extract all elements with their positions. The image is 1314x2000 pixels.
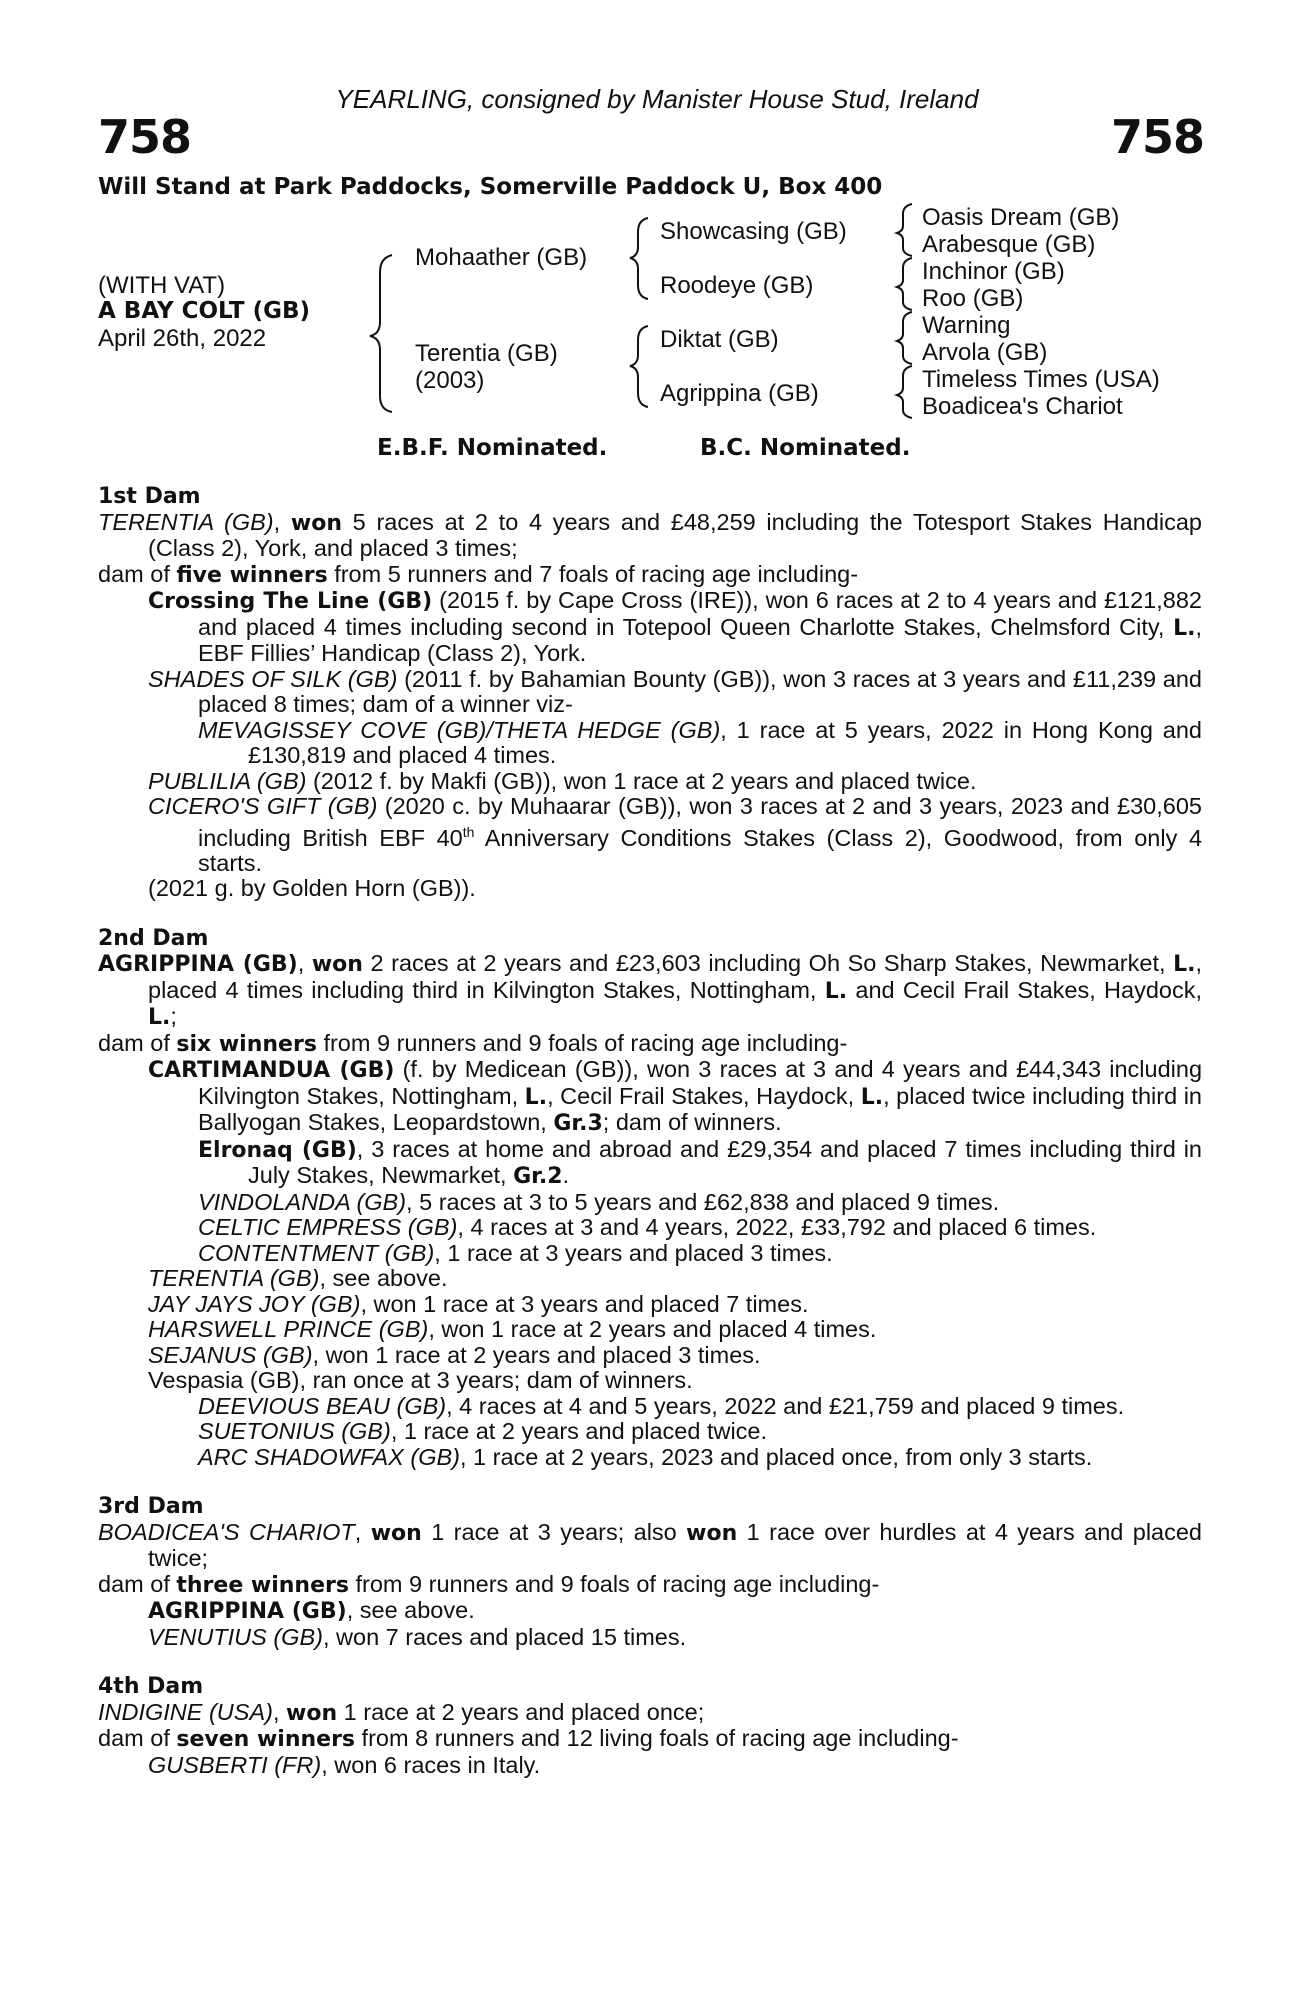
lot-number-right: 758 <box>1110 110 1204 164</box>
produce-deevious-beau: DEEVIOUS BEAU (GB), 4 races at 4 and 5 years, 2022 and £21,759 and placed 9 times. <box>198 1392 1125 1419</box>
pedigree-sire-dam: Roodeye (GB) <box>660 272 814 299</box>
ebf-nominated: E.B.F. Nominated. <box>377 435 608 461</box>
produce-sejanus: SEJANUS (GB), won 1 race at 2 years and placed 3 times. <box>148 1341 761 1368</box>
stand-location: Will Stand at Park Paddocks, Somerville Paddock U, Box 400 <box>98 174 883 200</box>
pedigree-ssd: Arabesque (GB) <box>922 231 1096 258</box>
produce-vespasia: Vespasia (GB), ran once at 3 years; dam of winners. <box>148 1367 693 1394</box>
pedigree-ddd: Boadicea's Chariot <box>922 393 1123 420</box>
produce-cartimandua: CARTIMANDUA (GB) (f. by Medicean (GB)), won 3 races at 3 and 4 years and £44,343 including Kilvington Stakes, Nottingham, L., Cecil Frail Stakes, Haydock, L., placed twice including third in Ballyogan Stakes, Leopardstown, Gr.3; dam of winners. <box>148 1056 1203 1137</box>
consignor-line: YEARLING, consigned by Manister House Stud, Ireland <box>335 84 979 114</box>
vat-note: (WITH VAT) <box>98 272 226 299</box>
produce-jay-jays-joy: JAY JAYS JOY (GB), won 1 race at 3 years and placed 7 times. <box>148 1290 809 1317</box>
first-dam-heading: 1st Dam <box>98 484 201 509</box>
produce-crossing-the-line: Crossing The Line (GB) (2015 f. by Cape Cross (IRE)), won 6 races at 2 to 4 years and £121,882 and placed 4 times including second in Totepool Queen Charlotte Stakes, Chelmsford City, L., EBF Fillies’ Handicap (Class 2), York. <box>148 587 1202 666</box>
catalogue-body <box>98 484 1202 1778</box>
pedigree-sire-sire: Showcasing (GB) <box>660 218 847 245</box>
pedigree-sss: Oasis Dream (GB) <box>922 204 1120 231</box>
produce-harswell-prince: HARSWELL PRINCE (GB), won 1 race at 2 years and placed 4 times. <box>148 1316 877 1343</box>
second-dam-heading: 2nd Dam <box>98 925 209 951</box>
pedigree-sire: Mohaather (GB) <box>415 244 588 271</box>
produce-2021-gelding: (2021 g. by Golden Horn (GB)). <box>148 875 476 902</box>
pedigree-dam-dam: Agrippina (GB) <box>660 380 819 407</box>
produce-celtic-empress: CELTIC EMPRESS (GB), 4 races at 3 and 4 years, 2022, £33,792 and placed 6 times. <box>198 1214 1097 1241</box>
pedigree-dam: Terentia (GB) <box>415 340 558 367</box>
pedigree-dds: Timeless Times (USA) <box>922 366 1160 393</box>
pedigree-dam-year: (2003) <box>415 367 485 394</box>
third-dam-record: BOADICEA'S CHARIOT, won 1 race at 3 years; also won 1 race over hurdles at 4 years and placed twice; <box>98 1518 1203 1572</box>
third-dam-produce-summary: dam of three winners from 9 runners and 9 foals of racing age including- <box>98 1570 880 1598</box>
produce-suetonius: SUETONIUS (GB), 1 race at 2 years and placed twice. <box>198 1418 768 1445</box>
produce-agrippina: AGRIPPINA (GB), see above. <box>148 1597 475 1625</box>
produce-venutius: VENUTIUS (GB), won 7 races and placed 15 times. <box>148 1623 687 1650</box>
second-dam-record: AGRIPPINA (GB), won 2 races at 2 years and £23,603 including Oh So Sharp Stakes, Newmarket, L., placed 4 times including third in Kilvington Stakes, Nottingham, L. and Cecil Frail Stakes, Haydock, L.; <box>98 950 1202 1031</box>
produce-ciceros-gift: CICERO'S GIFT (GB) (2020 c. by Muhaarar (GB)), won 3 races at 2 and 3 years, 2023 and £30,605 including British EBF 40th Anniversary Conditions Stakes (Class 2), Goodwood, from only 4 starts. <box>148 793 1203 876</box>
produce-shades-of-silk: SHADES OF SILK (GB) (2011 f. by Bahamian Bounty (GB)), won 3 races at 3 years and £11,239 and placed 8 times; dam of a winner viz- <box>148 665 1202 717</box>
pedigree-dsd: Arvola (GB) <box>922 339 1048 366</box>
pedigree-sdd: Roo (GB) <box>922 285 1024 312</box>
first-dam-record: TERENTIA (GB), won 5 races at 2 to 4 years and £48,259 including the Totesport Stakes Handicap (Class 2), York, and placed 3 times; <box>98 508 1203 561</box>
lot-number-left: 758 <box>98 110 192 164</box>
produce-vindolanda: VINDOLANDA (GB), 5 races at 3 to 5 years and £62,838 and placed 9 times. <box>198 1188 1000 1215</box>
produce-contentment: CONTENTMENT (GB), 1 race at 3 years and placed 3 times. <box>198 1239 833 1266</box>
produce-terentia: TERENTIA (GB), see above. <box>148 1265 448 1292</box>
pedigree-dam-sire: Diktat (GB) <box>660 326 779 353</box>
fourth-dam-record: INDIGINE (USA), won 1 race at 2 years and placed once; <box>98 1698 705 1726</box>
pedigree-sds: Inchinor (GB) <box>922 258 1065 285</box>
third-dam-heading: 3rd Dam <box>98 1494 204 1520</box>
produce-mevagissey-cove: MEVAGISSEY COVE (GB)/THETA HEDGE (GB), 1 race at 5 years, 2022 in Hong Kong and £130,819 and placed 4 times. <box>198 716 1202 768</box>
fourth-dam-heading: 4th Dam <box>98 1674 204 1700</box>
pedigree-dss: Warning <box>922 312 1011 339</box>
horse-dob: April 26th, 2022 <box>98 325 267 352</box>
produce-arc-shadowfax: ARC SHADOWFAX (GB), 1 race at 2 years, 2023 and placed once, from only 3 starts. <box>198 1443 1093 1470</box>
bc-nominated: B.C. Nominated. <box>700 435 911 461</box>
produce-gusberti: GUSBERTI (FR), won 6 races in Italy. <box>148 1751 541 1778</box>
second-dam-produce-summary: dam of six winners from 9 runners and 9 foals of racing age including- <box>98 1029 848 1057</box>
fourth-dam-produce-summary: dam of seven winners from 8 runners and 12 living foals of racing age including- <box>98 1725 959 1753</box>
first-dam-produce-summary: dam of five winners from 5 runners and 7 foals of racing age including- <box>98 560 859 588</box>
horse-name: A BAY COLT (GB) <box>98 298 311 324</box>
produce-publilia: PUBLILIA (GB) (2012 f. by Makfi (GB)), won 1 race at 2 years and placed twice. <box>148 767 977 794</box>
produce-elronaq: Elronaq (GB), 3 races at home and abroad and £29,354 and placed 7 times including third in July Stakes, Newmarket, Gr.2. <box>198 1135 1202 1190</box>
